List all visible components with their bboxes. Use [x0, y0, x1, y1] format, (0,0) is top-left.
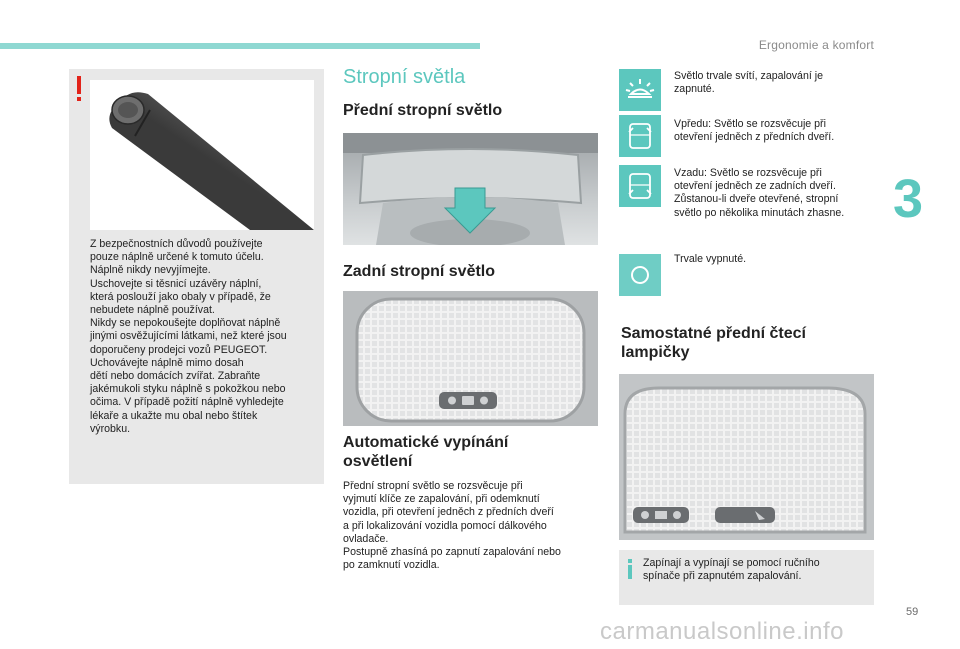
refill-cartridge-image [90, 80, 314, 230]
section-heading: Stropní světla [343, 66, 466, 88]
mode-text-off: Trvale vypnuté. [674, 253, 747, 265]
info-text: Zapínají a vypínají se pomocí ručního spínače při zapnutém zapalování. [643, 557, 820, 583]
front-door-icon [619, 115, 661, 157]
reading-lamps-heading: Samostatné přední čtecí lampičky [621, 325, 806, 361]
light-on-icon [619, 69, 661, 111]
rear-door-icon [619, 165, 661, 207]
warning-icon [75, 76, 83, 102]
mode-text-rear: Vzadu: Světlo se rozsvěcuje při otevření jedněch ze zadních dveří. Zůstanou-li dveře otevřené, stropní světlo po několika minutách zhasne. [674, 167, 845, 219]
rear-light-heading: Zadní stropní světlo [343, 263, 496, 280]
mode-text-front: Vpředu: Světlo se rozsvěcuje při otevření jedněch z předních dveří. [674, 118, 835, 144]
watermark: carmanualsonline.info [600, 618, 844, 645]
reading-lamps-image [619, 374, 874, 540]
light-off-icon [619, 254, 661, 296]
mode-text-on: Světlo trvale svítí, zapalování je zapnuté. [674, 70, 823, 96]
page-number: 59 [906, 606, 919, 618]
info-icon [627, 559, 633, 579]
rear-ceiling-light-image [343, 291, 598, 426]
front-ceiling-light-image [343, 133, 598, 245]
section-title-header: Ergonomie a komfort [758, 38, 874, 52]
auto-off-text: Přední stropní světlo se rozsvěcuje při vyjmutí klíče ze zapalování, při odemknutí vozidla, při otevření jedněch z předních dveří a při lokalizování vozidla pomocí dálkového ovladače. Postupně zhasíná po zapnutí zapalování nebo po zamknutí vozidla. [343, 480, 561, 572]
auto-off-heading: Automatické vypínání osvětlení [343, 434, 509, 470]
header-accent-bar [0, 43, 480, 49]
chapter-number: 3 [893, 169, 924, 229]
warning-text: Z bezpečnostních důvodů používejte pouze náplně určené k tomuto účelu. Náplně nikdy nevyjímejte. Uschovejte si těsnicí uzávěry náplní, která poslouží jako obaly v případě, že nebudete náplně používat. Nikdy se nepokoušejte doplňovat náplně jinými osvěžujícími látkami, než které jsou doporučeny prodejci vozů PEUGEOT. Uchovávejte náplně mimo dosah dětí nebo domácích zvířat. Zabraňte jakémukoli styku náplně s pokožkou nebo očima. V případě požití náplně vyhledejte lékaře a ukažte mu obal nebo štítek výrobku. [90, 238, 287, 435]
front-light-heading: Přední stropní světlo [343, 102, 503, 119]
